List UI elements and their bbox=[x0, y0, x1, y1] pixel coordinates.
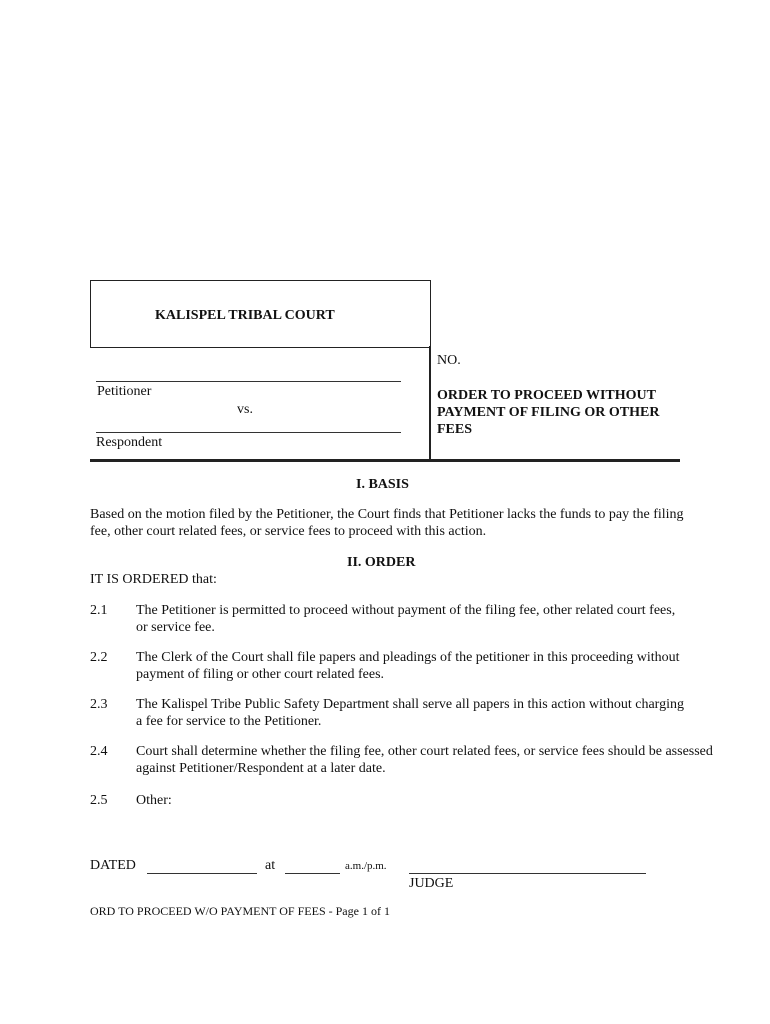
title-line-3: FEES bbox=[437, 422, 473, 437]
basis-line-2: fee, other court related fees, or service fees to proceed with this action. bbox=[90, 524, 487, 539]
item-line: or service fee. bbox=[136, 620, 215, 635]
ampm-label: a.m./p.m. bbox=[345, 860, 387, 872]
footer-page-total: 1 bbox=[383, 904, 390, 918]
item-line: The Kalispel Tribe Public Safety Department shall serve all papers in this action without charging bbox=[136, 697, 684, 712]
title-line-1: ORDER TO PROCEED WITHOUT bbox=[437, 388, 656, 403]
item-number: 2.3 bbox=[90, 697, 108, 712]
title-line-2: PAYMENT OF FILING OR OTHER bbox=[437, 405, 660, 420]
respondent-line bbox=[96, 432, 401, 433]
order-intro: IT IS ORDERED that: bbox=[90, 572, 217, 587]
caption-bottom-rule bbox=[90, 459, 680, 462]
item-line: Court shall determine whether the filing fee, other court related fees, or service fees should be assessed bbox=[136, 744, 713, 759]
item-line: payment of filing or other court related fees. bbox=[136, 667, 385, 682]
page-footer bbox=[90, 904, 390, 919]
basis-heading: I. BASIS bbox=[356, 477, 409, 492]
footer-page-number: 1 bbox=[361, 904, 368, 918]
item-line: The Petitioner is permitted to proceed without payment of the filing fee, other related court fees, bbox=[136, 603, 676, 618]
court-name: KALISPEL TRIBAL COURT bbox=[155, 308, 335, 323]
order-heading: II. ORDER bbox=[347, 555, 416, 570]
item-line: The Clerk of the Court shall file papers and pleadings of the petitioner in this proceeding without bbox=[136, 650, 680, 665]
respondent-label: Respondent bbox=[96, 435, 163, 450]
date-field[interactable] bbox=[147, 873, 257, 874]
petitioner-line bbox=[96, 381, 401, 382]
versus-label: vs. bbox=[237, 402, 253, 417]
judge-label: JUDGE bbox=[409, 876, 454, 891]
item-number: 2.2 bbox=[90, 650, 108, 665]
item-line: a fee for service to the Petitioner. bbox=[136, 714, 322, 729]
at-label: at bbox=[265, 858, 276, 873]
footer-of: of bbox=[367, 904, 384, 918]
item-number: 2.5 bbox=[90, 793, 108, 808]
item-number: 2.4 bbox=[90, 744, 108, 759]
time-field[interactable] bbox=[285, 873, 340, 874]
dated-label: DATED bbox=[90, 858, 136, 873]
footer-title: ORD TO PROCEED W/O PAYMENT OF FEES - Page bbox=[90, 904, 362, 918]
basis-line-1: Based on the motion filed by the Petitioner, the Court finds that Petitioner lacks the funds to pay the filing bbox=[90, 507, 684, 522]
item-line: against Petitioner/Respondent at a later date. bbox=[136, 761, 386, 776]
item-line: Other: bbox=[136, 793, 172, 808]
case-number-label: NO. bbox=[437, 353, 461, 368]
item-number: 2.1 bbox=[90, 603, 108, 618]
petitioner-label: Petitioner bbox=[97, 384, 152, 399]
caption-divider bbox=[429, 346, 431, 460]
judge-signature-line[interactable] bbox=[409, 873, 646, 874]
